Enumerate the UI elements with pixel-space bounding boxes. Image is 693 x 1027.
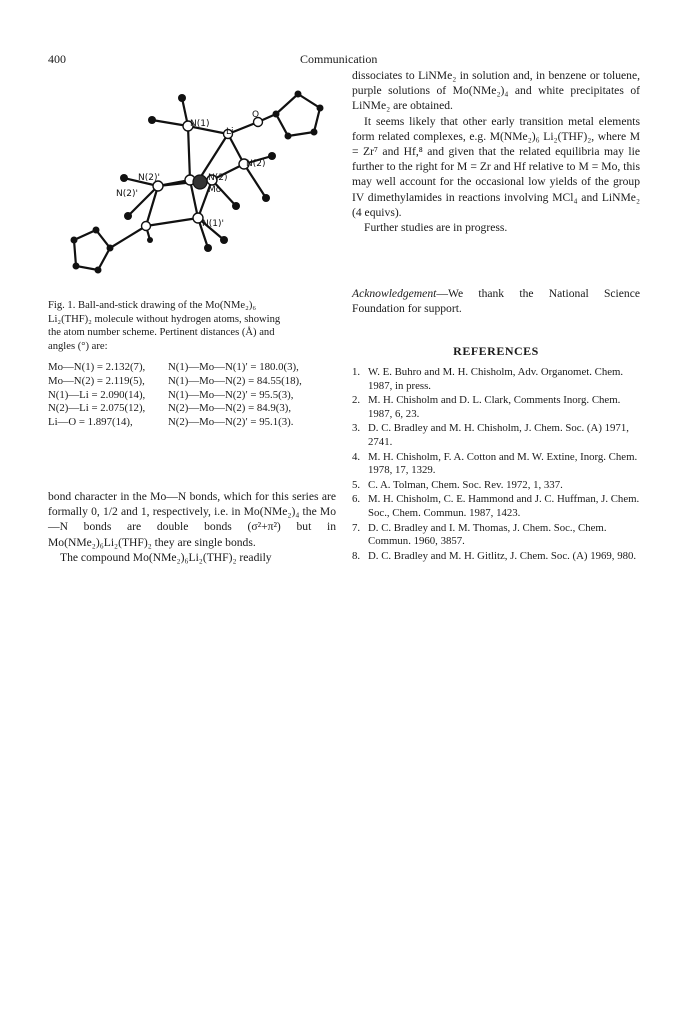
acknowledgement-label: Acknowledgement (352, 287, 437, 300)
angle-cell: N(1)—Mo—N(1)′ = 180.0(3), (168, 361, 299, 373)
angle-cell: N(2)—Mo—N(2)′ = 95.1(3). (168, 416, 294, 429)
reference-number: 3. (352, 422, 361, 435)
reference-number: 4. (352, 450, 361, 463)
label-o: O (252, 110, 260, 120)
body-paragraph: Further studies are in progress. (364, 221, 508, 235)
reference-number: 5. (352, 478, 361, 491)
list-item (352, 493, 640, 520)
body-paragraph: The compound Mo(NMe₂)₆Li₂(THF)₂ readily (60, 550, 272, 564)
distance-cell: N(1)—Li = 2.090(14), (48, 388, 146, 401)
references-list (352, 366, 640, 564)
reference-number: 2. (352, 394, 361, 407)
label-mo: Mo (208, 185, 222, 195)
table-row (48, 416, 302, 430)
angle-cell: N(2)—Mo—N(2) = 84.9(3), (168, 402, 292, 415)
reference-text: M. H. Chisholm and D. L. Clark, Comments Inorg. Chem. 1987, 6, 23. (368, 394, 621, 420)
caption-line: angles (°) are: (48, 340, 108, 352)
label-n2: N(2) (246, 159, 266, 169)
distance-cell: Mo—N(2) = 2.119(5), (48, 374, 145, 387)
body-paragraph: bond character in the Mo—N bonds, which for this series are formally 0, 1/2 and 1, respectively, i.e. in Mo(NMe₂)₄ the Mo—N bonds are double bonds (σ²+π²) but in Mo(NMe₂)₆Li₂(THF)₂ they are single bonds. (48, 490, 336, 549)
reference-text: M. H. Chisholm, C. E. Hammond and J. C. Huffman, J. Chem. Soc., Chem. Commun. 1987, 1423. (368, 493, 640, 519)
table-row (48, 389, 302, 403)
page-number: 400 (48, 52, 66, 66)
mo-atom (193, 175, 207, 189)
caption-line: the atom number scheme. Pertinent distances (Å) and (48, 327, 275, 339)
caption-line: Fig. 1. Ball-and-stick drawing of the Mo(NMe₂)₆ (48, 300, 257, 311)
list-item (352, 550, 640, 564)
list-item (352, 422, 640, 449)
left-column-text (48, 489, 336, 565)
list-item (352, 522, 640, 549)
body-paragraph: dissociates to LiNMe₂ in solution and, in benzene or toluene, purple solutions of Mo(NMe₂)₄ and white precipitates of LiNMe₂ are obtained. (352, 69, 640, 113)
reference-text: D. C. Bradley and M. H. Gitlitz, J. Chem. Soc. (A) 1969, 980. (368, 549, 637, 562)
list-item (352, 451, 640, 478)
body-paragraph: It seems likely that other early transition metal elements form related complexes, e.g. M(NMe₂)₆ Li₂(THF)₂, where M = Zr⁷ and Hf,⁸ and given that the related equilibria may lie further to the right for M = Zr and Hf relative to M = Mo, this may well account for the occasional low yields of the group IV dimethylamides in reactions involving MCl₄ and LiNMe₂ (4 equivs). (352, 114, 640, 219)
label-li: Li (226, 127, 234, 137)
acknowledgement (352, 286, 640, 316)
reference-number: 6. (352, 493, 361, 506)
table-row (48, 361, 302, 375)
label-n2-prime-left: N(2)' (116, 189, 138, 199)
reference-text: W. E. Buhro and M. H. Chisholm, Adv. Organomet. Chem. 1987, in press. (368, 366, 624, 392)
label-n1: N(1) (190, 119, 210, 129)
reference-number: 7. (352, 521, 361, 534)
molecule-figure (40, 68, 340, 298)
label-n2-center: N(2) (208, 173, 228, 183)
distance-cell: Mo—N(1) = 2.132(7), (48, 361, 146, 373)
label-n1-prime: N(1)' (202, 219, 224, 229)
table-row (48, 375, 302, 389)
angle-cell: N(1)—Mo—N(2)′ = 95.5(3), (168, 388, 294, 401)
list-item (352, 394, 640, 421)
angle-cell: N(1)—Mo—N(2) = 84.55(18), (168, 374, 302, 387)
distances-table (48, 361, 302, 430)
reference-number: 1. (352, 366, 361, 378)
acknowledgement-text: —We thank the National Science Foundation for support. (352, 287, 640, 316)
reference-text: C. A. Tolman, Chem. Soc. Rev. 1972, 1, 337. (368, 478, 563, 491)
distance-cell: Li—O = 1.897(14), (48, 416, 133, 429)
list-item (352, 366, 640, 393)
list-item (352, 479, 640, 493)
figure-caption (48, 299, 336, 353)
running-title: Communication (300, 52, 378, 66)
reference-text: D. C. Bradley and I. M. Thomas, J. Chem. Soc., Chem. Commun. 1960, 3857. (368, 521, 607, 548)
reference-text: M. H. Chisholm, F. A. Cotton and M. W. Extine, Inorg. Chem. 1978, 17, 1329. (368, 450, 638, 477)
references-title: REFERENCES (453, 344, 539, 358)
caption-line: Li₂(THF)₂ molecule without hydrogen atoms, showing (48, 313, 281, 325)
thf-ring-lower (74, 230, 110, 270)
distance-cell: N(2)—Li = 2.075(12), (48, 402, 146, 415)
right-column-text (352, 68, 640, 235)
reference-text: D. C. Bradley and M. H. Chisholm, J. Chem. Soc. (A) 1971, 2741. (368, 422, 629, 448)
label-n2-prime: N(2)' (138, 173, 160, 183)
reference-number: 8. (352, 549, 361, 562)
table-row (48, 402, 302, 416)
